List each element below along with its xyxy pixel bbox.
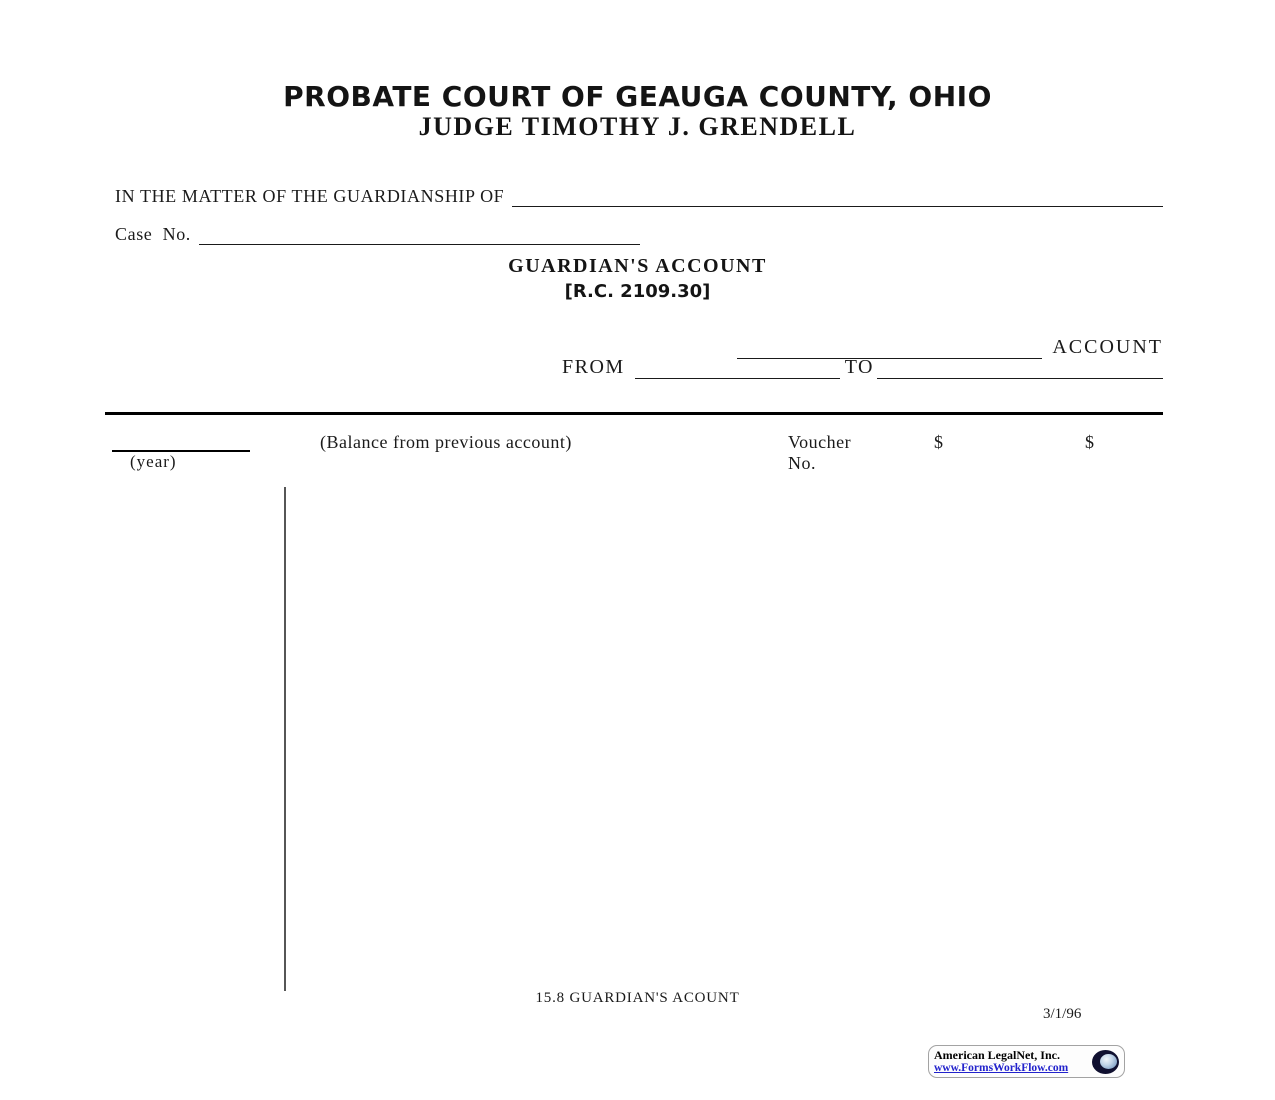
badge-text-block — [934, 1049, 1092, 1075]
judge-title: JUDGE TIMOTHY J. GRENDELL — [418, 112, 857, 141]
to-label: TO — [844, 356, 875, 378]
globe-icon-inner — [1100, 1054, 1117, 1069]
balance-previous-account-caption: (Balance from previous account) — [320, 432, 572, 452]
amount-column-dollar-sign-1: $ — [934, 432, 943, 452]
voucher-header-line2: No. — [788, 453, 816, 473]
section-divider-rule — [105, 412, 1163, 415]
voucher-header-line1: Voucher — [788, 432, 852, 452]
guardianship-matter-row — [115, 186, 1163, 207]
matter-label: IN THE MATTER OF THE GUARDIANSHIP OF — [115, 186, 505, 206]
from-label: FROM — [562, 356, 625, 378]
from-date-field[interactable] — [635, 358, 840, 379]
court-title: PROBATE COURT OF GEAUGA COUNTY, OHIO — [283, 80, 992, 113]
voucher-number-column-header — [788, 432, 851, 474]
american-legalnet-badge — [928, 1045, 1125, 1078]
revision-date: 3/1/96 — [1043, 1006, 1082, 1022]
case-number-field[interactable] — [199, 224, 640, 245]
globe-icon — [1092, 1050, 1119, 1074]
case-number-row — [115, 224, 640, 245]
form-number-footer: 15.8 GUARDIAN'S ACOUNT — [535, 990, 740, 1006]
year-field[interactable] — [112, 437, 250, 452]
amount-column-dollar-sign-2: $ — [1085, 432, 1094, 452]
form-title: GUARDIAN'S ACCOUNT — [508, 255, 767, 277]
entries-vertical-rule — [284, 487, 286, 991]
account-label: ACCOUNT — [1052, 336, 1163, 358]
to-date-field[interactable] — [877, 358, 1163, 379]
case-number-label: Case No. — [115, 224, 191, 244]
form-statute-reference: [R.C. 2109.30] — [564, 281, 711, 302]
account-period-row — [562, 356, 1163, 379]
formsworkflow-link[interactable]: www.FormsWorkFlow.com — [934, 1061, 1069, 1074]
year-caption: (year) — [130, 452, 177, 471]
guardianship-name-field[interactable] — [512, 186, 1163, 207]
badge-company-name: American LegalNet, Inc. — [934, 1047, 1060, 1062]
